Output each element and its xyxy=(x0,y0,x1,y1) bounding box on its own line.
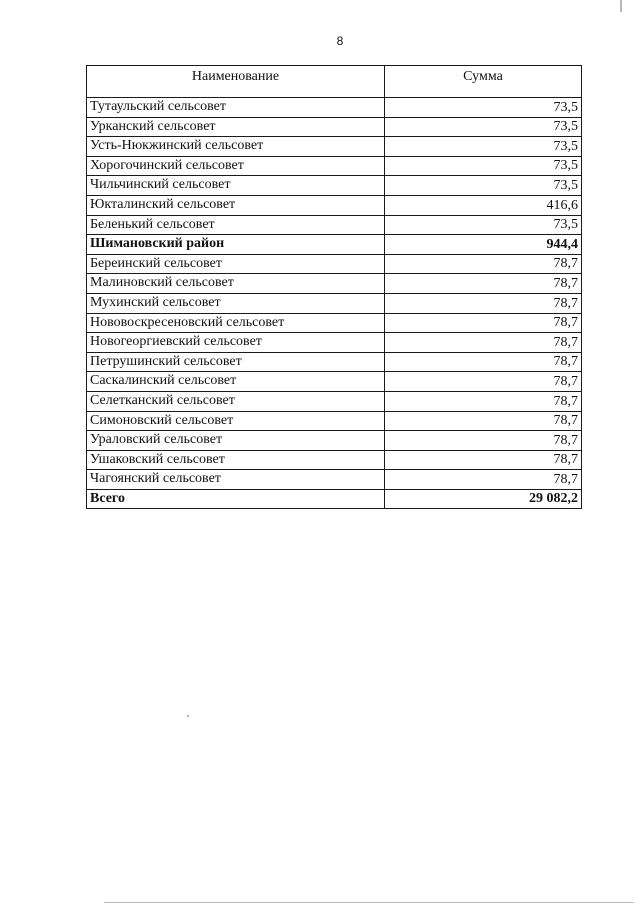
row-name-cell: Ураловский сельсовет xyxy=(87,431,385,451)
row-name-cell: Всего xyxy=(87,489,385,509)
row-name-cell: Селетканский сельсовет xyxy=(87,391,385,411)
row-sum-cell: 78,7 xyxy=(385,470,582,490)
row-sum-cell: 944,4 xyxy=(385,235,582,255)
table-row xyxy=(87,176,582,196)
row-sum-cell: 416,6 xyxy=(385,195,582,215)
row-name-cell: Хорогочинский сельсовет xyxy=(87,156,385,176)
table-row xyxy=(87,215,582,235)
table-row xyxy=(87,489,582,509)
table-row xyxy=(87,293,582,313)
table-row xyxy=(87,450,582,470)
row-sum-cell: 73,5 xyxy=(385,176,582,196)
table-row xyxy=(87,254,582,274)
budget-table xyxy=(86,65,582,509)
row-name-cell: Чагоянский сельсовет xyxy=(87,470,385,490)
row-sum-cell: 78,7 xyxy=(385,450,582,470)
row-name-cell: Юкталинский сельсовет xyxy=(87,195,385,215)
row-sum-cell: 78,7 xyxy=(385,293,582,313)
row-sum-cell: 78,7 xyxy=(385,411,582,431)
row-sum-cell: 78,7 xyxy=(385,313,582,333)
table-row xyxy=(87,372,582,392)
row-sum-cell: 78,7 xyxy=(385,431,582,451)
table-row xyxy=(87,235,582,255)
row-sum-cell: 73,5 xyxy=(385,215,582,235)
row-sum-cell: 73,5 xyxy=(385,137,582,157)
row-name-cell: Саскалинский сельсовет xyxy=(87,372,385,392)
row-name-cell: Новогеоргиевский сельсовет xyxy=(87,333,385,353)
row-sum-cell: 78,7 xyxy=(385,333,582,353)
row-sum-cell: 29 082,2 xyxy=(385,489,582,509)
scan-artifact-bottom-line xyxy=(104,902,634,903)
column-header-sum: Сумма xyxy=(385,66,582,98)
table-row xyxy=(87,431,582,451)
row-name-cell: Малиновский сельсовет xyxy=(87,274,385,294)
row-name-cell: Петрушинский сельсовет xyxy=(87,352,385,372)
row-sum-cell: 78,7 xyxy=(385,372,582,392)
row-name-cell: Мухинский сельсовет xyxy=(87,293,385,313)
row-sum-cell: 78,7 xyxy=(385,391,582,411)
row-sum-cell: 73,5 xyxy=(385,156,582,176)
row-name-cell: Тутаульский сельсовет xyxy=(87,98,385,118)
row-name-cell: Нововоскресеновский сельсовет xyxy=(87,313,385,333)
row-sum-cell: 73,5 xyxy=(385,98,582,118)
table-row xyxy=(87,98,582,118)
page-number: 8 xyxy=(336,34,344,48)
table-row xyxy=(87,411,582,431)
table-header xyxy=(87,66,582,98)
row-name-cell: Чильчинский сельсовет xyxy=(87,176,385,196)
header-row xyxy=(87,66,582,98)
row-name-cell: Урканский сельсовет xyxy=(87,117,385,137)
row-name-cell: Шимановский район xyxy=(87,235,385,255)
row-name-cell: Ушаковский сельсовет xyxy=(87,450,385,470)
table-body xyxy=(87,98,582,509)
table-row xyxy=(87,274,582,294)
table-row xyxy=(87,195,582,215)
row-name-cell: Беленький сельсовет xyxy=(87,215,385,235)
table-row xyxy=(87,470,582,490)
row-sum-cell: 78,7 xyxy=(385,274,582,294)
table-row xyxy=(87,313,582,333)
row-sum-cell: 78,7 xyxy=(385,254,582,274)
table-row xyxy=(87,333,582,353)
row-name-cell: Усть-Нюкжинский сельсовет xyxy=(87,137,385,157)
table-row xyxy=(87,117,582,137)
table-row xyxy=(87,352,582,372)
table-row xyxy=(87,391,582,411)
row-name-cell: Береинский сельсовет xyxy=(87,254,385,274)
table-row xyxy=(87,137,582,157)
row-sum-cell: 73,5 xyxy=(385,117,582,137)
row-name-cell: Симоновский сельсовет xyxy=(87,411,385,431)
row-sum-cell: 78,7 xyxy=(385,352,582,372)
column-header-name: Наименование xyxy=(87,66,385,98)
table-row xyxy=(87,156,582,176)
scan-artifact-top xyxy=(620,0,622,12)
scan-artifact-dot xyxy=(187,715,189,717)
